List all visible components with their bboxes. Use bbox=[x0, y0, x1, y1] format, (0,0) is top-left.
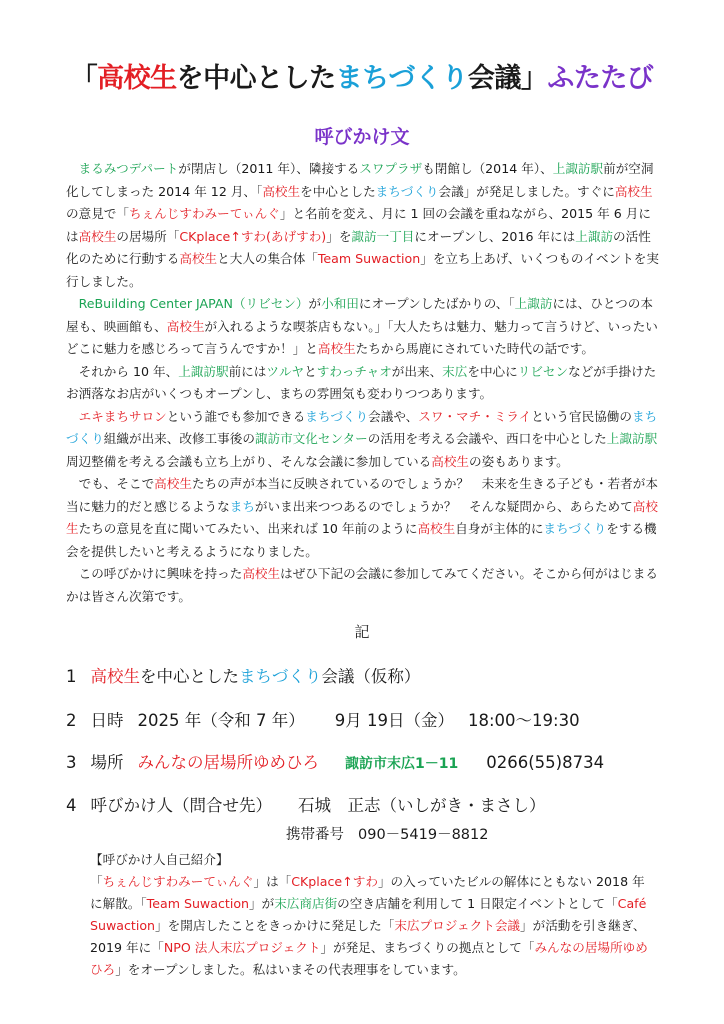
text-run: にオープンしたばかりの、「 bbox=[358, 296, 515, 311]
text-run: でも、そこで bbox=[78, 476, 155, 491]
highlight-blue: まちづくり bbox=[66, 408, 658, 446]
highlight-green: すわっチャオ bbox=[316, 363, 392, 379]
highlight-red: Café Suwaction bbox=[90, 896, 647, 933]
highlight-green: 上諏訪 bbox=[514, 296, 553, 311]
text-run: の姿もあります。 bbox=[469, 453, 569, 469]
text-run: の空き店舗を利用して 1 日限定イベントとして「 bbox=[337, 896, 618, 911]
text-run: の活用を考える会議や、西口を中心とした bbox=[367, 431, 607, 446]
highlight-blue: まちづくり bbox=[543, 521, 607, 536]
title-centered: を中心とした bbox=[176, 63, 336, 94]
self-introduction bbox=[90, 849, 656, 981]
organizer-label: 呼びかけ人（問合せ先） bbox=[90, 796, 272, 815]
text-run: 「 bbox=[90, 874, 103, 889]
document-subtitle: 呼びかけ文 bbox=[314, 126, 410, 148]
intro-text bbox=[90, 871, 656, 981]
call-text-body bbox=[66, 158, 660, 608]
paragraph-6 bbox=[66, 563, 660, 608]
highlight-red: 高校生 bbox=[317, 341, 356, 356]
highlight-red: 末広プロジェクト会議 bbox=[394, 918, 521, 933]
text-run: はぜひ下記の会議に参加してみてください。そこから何がはじまるかは皆さん次第です。 bbox=[66, 566, 658, 604]
highlight-green: 上諏訪駅 bbox=[552, 161, 604, 176]
highlight-red: ちぇんじすわみーてぃんぐ bbox=[102, 874, 254, 889]
text-run: 会議」が発足しました。すぐに bbox=[438, 183, 615, 199]
place-address: 諏訪市末広1－11 bbox=[345, 756, 459, 772]
highlight-red: NPO 法人末広プロジェクト bbox=[163, 940, 321, 955]
text-run: 」を開店したことをきっかけに発足した「 bbox=[155, 918, 395, 933]
highlight-blue: まちづくり bbox=[305, 408, 369, 424]
highlight-green: スワプラザ bbox=[359, 161, 423, 176]
paragraph-3 bbox=[66, 361, 660, 406]
title-futatabi: ふたたび bbox=[547, 63, 654, 94]
highlight-red: Team Suwaction bbox=[146, 896, 250, 911]
highlight-red: 高校生 bbox=[179, 251, 218, 266]
text-run: それから 10 年、 bbox=[78, 363, 179, 379]
item-place bbox=[66, 749, 604, 773]
datetime-day: 9月 19日（金） bbox=[334, 711, 454, 730]
text-run: と大人の集合体「 bbox=[217, 251, 318, 266]
text-run: 自身が主体的に bbox=[455, 521, 544, 536]
text-run: の居場所「 bbox=[116, 228, 180, 244]
text-run: をする機会を提供したいと考えるようになりました。 bbox=[66, 521, 657, 559]
title-kaigi: 会議 bbox=[467, 63, 521, 94]
item-number: 1 bbox=[66, 667, 77, 686]
text-run: を中心とした bbox=[300, 183, 376, 199]
highlight-green: 上諏訪駅 bbox=[606, 431, 658, 446]
intro-heading: 【呼びかけ人自己紹介】 bbox=[90, 852, 229, 867]
highlight-red: 高校生 bbox=[78, 228, 117, 244]
highlight-red: 高校生 bbox=[166, 318, 205, 334]
highlight-blue: まちづくり bbox=[375, 183, 439, 199]
place-tel: 0266(55)8734 bbox=[486, 753, 605, 772]
meeting-kaigi: 会議（仮称） bbox=[321, 667, 421, 686]
highlight-green: 諏訪市文化センター bbox=[254, 431, 368, 446]
text-run: の活性化のために行動する bbox=[66, 228, 651, 266]
text-run: にオープンし、2016 年には bbox=[414, 228, 576, 244]
highlight-green: 上諏訪 bbox=[575, 228, 614, 244]
title-machizukuri: まちづくり bbox=[335, 63, 468, 94]
text-run: と bbox=[304, 363, 317, 379]
item-datetime bbox=[66, 707, 580, 731]
text-run: 組織が出来、改修工事後の bbox=[103, 431, 255, 446]
highlight-green: ReBuilding Center JAPAN（リビセン） bbox=[78, 296, 309, 311]
phone-label: 携帯番号 bbox=[286, 827, 344, 843]
highlight-green: 諏訪一丁目 bbox=[351, 228, 415, 244]
text-run: 」は「 bbox=[253, 874, 292, 889]
item-number: 4 bbox=[66, 796, 77, 815]
highlight-red: 高校生 bbox=[66, 498, 658, 536]
highlight-red: 高校生 bbox=[614, 183, 653, 199]
meeting-highschool: 高校生 bbox=[90, 667, 140, 686]
highlight-red: スワ・マチ・ミライ bbox=[418, 408, 532, 424]
highlight-red: 高校生 bbox=[262, 183, 301, 199]
highlight-red: ちぇんじすわみーてぃんぐ bbox=[128, 206, 280, 221]
highlight-green: 上諏訪駅 bbox=[178, 363, 229, 379]
text-run: も閉館し（2014 年）、 bbox=[422, 161, 553, 176]
text-run: 周辺整備を考える会議も立ち上がり、そんな会議に参加している bbox=[66, 453, 432, 469]
text-run: が bbox=[308, 296, 322, 311]
text-run: この呼びかけに興味を持った bbox=[78, 566, 243, 581]
highlight-blue: まち bbox=[229, 498, 255, 514]
highlight-green: 末広 bbox=[442, 363, 468, 379]
datetime-date: 2025 年（令和 7 年） bbox=[137, 711, 305, 730]
highlight-red: みんなの居場所ゆめひろ bbox=[90, 940, 648, 977]
text-run: 」を立ち上あげ、いくつものイベントを実行しました。 bbox=[66, 251, 659, 289]
item-organizer bbox=[66, 792, 546, 816]
text-run: 」が活動を引き継ぎ、2019 年に「 bbox=[90, 918, 646, 955]
place-label: 場所 bbox=[90, 753, 124, 772]
highlight-red: CKplace↑すわ(あげすわ) bbox=[179, 228, 327, 244]
text-run: という官民協働の bbox=[531, 408, 632, 424]
paragraph-5 bbox=[66, 473, 660, 563]
item-number: 3 bbox=[66, 753, 77, 772]
text-run: 」と名前を変え、月に 1 回の会議を重ねながら、2015 年 6 月には bbox=[66, 206, 651, 244]
highlight-red: 高校生 bbox=[431, 453, 469, 469]
text-run: が閉店し（2011 年）、隣接する bbox=[178, 161, 360, 176]
datetime-label: 日時 bbox=[90, 711, 124, 730]
meeting-machizukuri: まちづくり bbox=[239, 667, 322, 686]
highlight-red: Team Suwaction bbox=[317, 251, 421, 266]
text-run: などが手掛けたお洒落なお店がいくつもオープンし、まちの雰囲気も変わりつつあります。 bbox=[66, 363, 657, 401]
text-run: の意見で「 bbox=[66, 206, 129, 221]
text-run: たちの声が本当に反映されているのでしょうか？ 未来を生きる子ども・若者が本当に魅力的だと感じるような bbox=[66, 476, 658, 514]
text-run: が入れるような喫茶店もない。」「大人たちは魅力、魅力って言うけど、いったいどこに魅力を感じろって言うんですか！」と bbox=[66, 318, 658, 356]
place-name: みんなの居場所ゆめひろ bbox=[137, 753, 319, 772]
highlight-red: 高校生 bbox=[242, 566, 281, 581]
highlight-red: エキまちサロン bbox=[78, 408, 167, 424]
highlight-green: 小和田 bbox=[321, 296, 359, 311]
item-number: 2 bbox=[66, 711, 77, 730]
text-run: 」を bbox=[326, 228, 352, 244]
paragraph-2 bbox=[66, 293, 660, 361]
text-run: たちから馬鹿にされていた時代の話です。 bbox=[355, 341, 594, 356]
text-run: には、ひとつの本屋も、映画館も、 bbox=[66, 296, 653, 334]
text-run: が出来、 bbox=[391, 363, 443, 379]
text-run: を中心に bbox=[467, 363, 518, 379]
paragraph-1 bbox=[66, 158, 660, 293]
text-run: 会議や、 bbox=[368, 408, 419, 424]
mobile-phone bbox=[286, 823, 488, 844]
highlight-green: 末広商店街 bbox=[274, 896, 338, 911]
highlight-red: 高校生 bbox=[154, 476, 192, 491]
text-run: という誰でも参加できる bbox=[166, 408, 306, 424]
meeting-centered: を中心とした bbox=[140, 667, 239, 686]
highlight-green: リビセン bbox=[517, 363, 569, 379]
paragraph-4 bbox=[66, 406, 660, 474]
highlight-red: CKplace↑すわ bbox=[291, 874, 378, 889]
highlight-green: ツルヤ bbox=[266, 363, 305, 379]
text-run: 前には bbox=[228, 363, 267, 379]
title-highschool: 高校生 bbox=[97, 63, 177, 94]
text-run: 」の入っていたビルの解体にともない 2018 年に解散。「 bbox=[90, 874, 645, 911]
document-title bbox=[0, 56, 724, 95]
notes-heading: 記 bbox=[354, 623, 370, 641]
title-bracket-open: 「 bbox=[70, 63, 98, 94]
datetime-time: 18:00～19:30 bbox=[467, 711, 580, 730]
title-bracket-close: 」 bbox=[520, 63, 548, 94]
text-run: がいま出来つつあるのでしょうか？ そんな疑問から、あらためて bbox=[254, 498, 633, 514]
item-meeting-name bbox=[66, 663, 420, 687]
organizer-name: 石城 正志（いしがき・まさし） bbox=[298, 796, 546, 815]
text-run: 」をオープンしました。私はいまその代表理事をしています。 bbox=[115, 962, 466, 977]
phone-number: 090－5419－8812 bbox=[358, 827, 489, 843]
text-run: 前が空洞化してしまった 2014 年 12 月、「 bbox=[66, 161, 654, 199]
text-run: 」が bbox=[249, 896, 275, 911]
text-run: たちの意見を直に聞いてみたい、出来れば 10 年前のように bbox=[78, 521, 418, 536]
highlight-green: まるみつデパート bbox=[78, 161, 179, 176]
highlight-red: 高校生 bbox=[417, 521, 456, 536]
text-run: 」が発足、まちづくりの拠点として「 bbox=[320, 940, 535, 955]
